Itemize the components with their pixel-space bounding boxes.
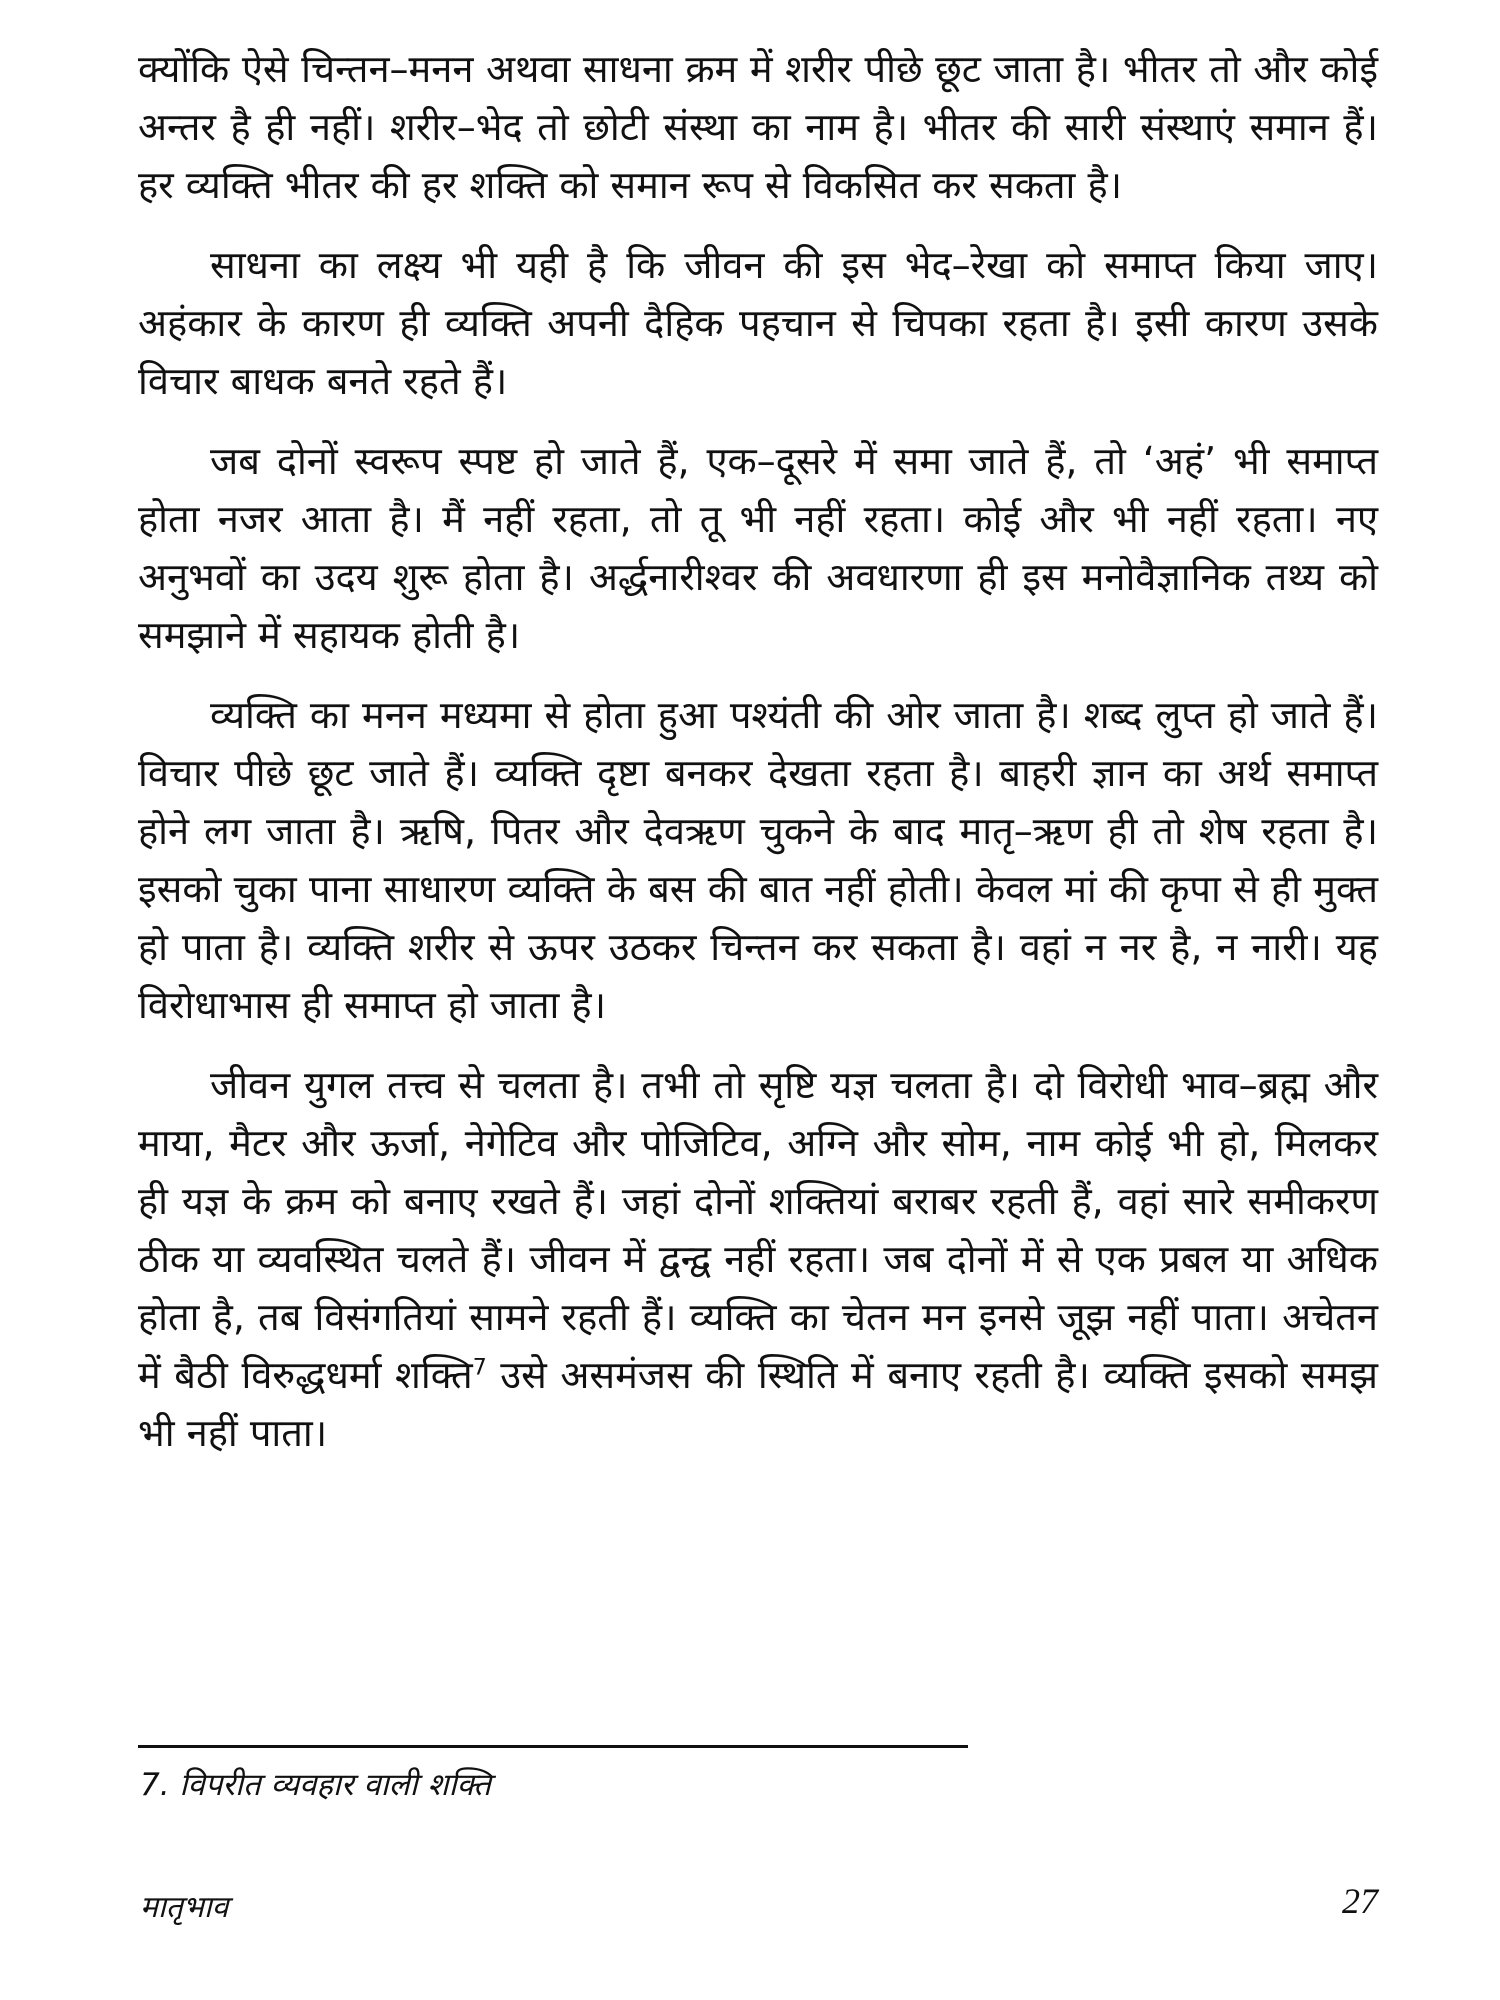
- page-number: 27: [1342, 1881, 1378, 1921]
- footnote-reference-7: 7: [472, 1355, 487, 1381]
- footnote-divider: [138, 1745, 968, 1748]
- paragraph-5: [138, 1056, 1378, 1462]
- document-page: [138, 40, 1378, 1484]
- paragraph-4: व्यक्ति का मनन मध्यमा से होता हुआ पश्यंती की ओर जाता है। शब्द लुप्त हो जाते हैं। विचार पीछे छूट जाते हैं। व्यक्ति दृष्टा बनकर देखता रहता है। बाहरी ज्ञान का अर्थ समाप्त होने लग जाता है। ऋषि, पितर और देवऋण चुकने के बाद मातृ–ऋण ही तो शेष रहता है। इसको चुका पाना साधारण व्यक्ति के बस की बात नहीं होती। केवल मां की कृपा से ही मुक्त हो पाता है। व्यक्ति शरीर से ऊपर उठकर चिन्तन कर सकता है। वहां न नर है, न नारी। यह विरोधाभास ही समाप्त हो जाता है।: [138, 693, 1378, 1027]
- paragraph-3: जब दोनों स्वरूप स्पष्ट हो जाते हैं, एक–दूसरे में समा जाते हैं, तो ‘अहं’ भी समाप्त होता नजर आता है। मैं नहीं रहता, तो तू भी नहीं रहता। कोई और भी नहीं रहता। नए अनुभवों का उदय शुरू होता है। अर्द्धनारीश्वर की अवधारणा ही इस मनोवैज्ञानिक तथ्य को समझाने में सहायक होती है।: [138, 439, 1378, 657]
- running-footer-title: मातृभाव: [140, 1890, 229, 1925]
- footnote-7: 7. विपरीत व्यवहार वाली शक्ति: [140, 1767, 491, 1803]
- paragraph-1: क्योंकि ऐसे चिन्तन–मनन अथवा साधना क्रम में शरीर पीछे छूट जाता है। भीतर तो और कोई अन्तर है ही नहीं। शरीर–भेद तो छोटी संस्था का नाम है। भीतर की सारी संस्थाएं समान हैं। हर व्यक्ति भीतर की हर शक्ति को समान रूप से विकसित कर सकता है।: [138, 47, 1378, 207]
- paragraph-2: साधना का लक्ष्य भी यही है कि जीवन की इस भेद–रेखा को समाप्त किया जाए। अहंकार के कारण ही व्यक्ति अपनी दैहिक पहचान से चिपका रहता है। इसी कारण उसके विचार बाधक बनते रहते हैं।: [138, 243, 1378, 403]
- paragraph-5-text-before-footnote: जीवन युगल तत्त्व से चलता है। तभी तो सृष्टि यज्ञ चलता है। दो विरोधी भाव–ब्रह्म और माया, मैटर और ऊर्जा, नेगेटिव और पोजिटिव, अग्नि और सोम, नाम कोई भी हो, मिलकर ही यज्ञ के क्रम को बनाए रखते हैं। जहां दोनों शक्तियां बराबर रहती हैं, वहां सारे समीकरण ठीक या व्यवस्थित चलते हैं। जीवन में द्वन्द्व नहीं रहता। जब दोनों में से एक प्रबल या अधिक होता है, तब विसंगतियां सामने रहती हैं। व्यक्ति का चेतन मन इनसे जूझ नहीं पाता। अचेतन में बैठी विरुद्धधर्मा शक्ति: [138, 1063, 1378, 1397]
- paragraph-5-text-after-footnote: उसे असमंजस की स्थिति में बनाए रहती है। व्यक्ति इसको समझ भी नहीं पाता।: [138, 1353, 1378, 1455]
